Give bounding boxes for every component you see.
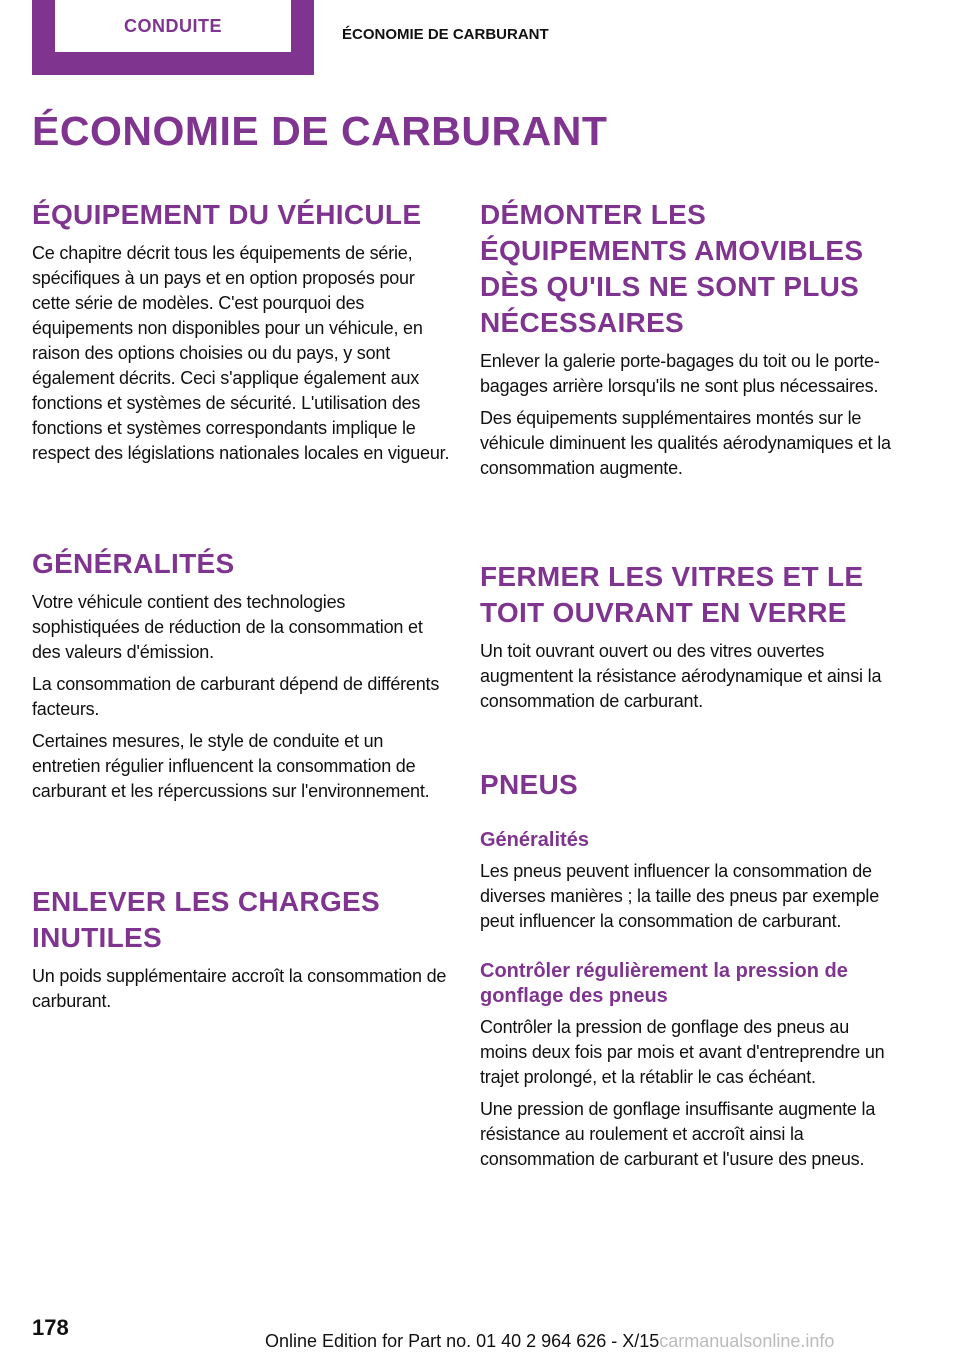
section-generalites: [32, 546, 452, 811]
section-heading: ENLEVER LES CHARGES INUTILES: [32, 886, 380, 953]
paragraph: Ce chapitre décrit tous les équipements de série, spécifiques à un pays et en option proposés pour cette série de modèles. C'est pourquoi des équipements non disponibles pour un véhicule, en raison des options choisies ou du pays, y sont également décrits. Ceci s'applique également aux fonctions et systèmes de sécurité. L'utilisation des fonctions et systèmes correspondants implique le respect des législations nationales locales en vigueur.: [32, 243, 450, 463]
paragraph: Un toit ouvrant ouvert ou des vitres ouvertes augmentent la résistance aérodynamique et ainsi la consommation de carburant.: [480, 641, 882, 711]
section-tab-label: CONDUITE: [55, 0, 291, 52]
page-title: ÉCONOMIE DE CARBURANT: [32, 108, 608, 154]
paragraph: La consommation de carburant dépend de différents facteurs.: [32, 674, 440, 719]
paragraph: Votre véhicule contient des technologies sophistiquées de réduction de la consommation et des valeurs d'émission.: [32, 592, 423, 662]
section-demonter: [480, 197, 900, 488]
section-tab: [32, 0, 314, 75]
paragraph: Enlever la galerie porte-bagages du toit ou le porte-bagages arrière lorsqu'ils ne sont plus nécessaires.: [480, 351, 880, 396]
section-equipement: [32, 197, 452, 473]
section-heading: GÉNÉRALITÉS: [32, 548, 235, 579]
paragraph: Un poids supplémentaire accroît la consommation de carburant.: [32, 966, 447, 1011]
breadcrumb: ÉCONOMIE DE CARBURANT: [342, 26, 549, 43]
paragraph: Certaines mesures, le style de conduite et un entretien régulier influencent la consommation de carburant et les répercussions sur l'environnement.: [32, 731, 430, 801]
page-number: 178: [32, 1315, 69, 1340]
paragraph: Une pression de gonflage insuffisante augmente la résistance au roulement et accroît ainsi la consommation de carburant et l'usure des pneus.: [480, 1099, 876, 1169]
section-heading: PNEUS: [480, 769, 578, 800]
subsection-heading: Contrôler régulièrement la pression de gonflage des pneus: [480, 960, 848, 1007]
section-pneus: [480, 767, 900, 1179]
paragraph: Les pneus peuvent influencer la consommation de diverses manières ; la taille des pneus par exemple peut influencer la consommation de carburant.: [480, 861, 880, 931]
subsection-heading: Généralités: [480, 829, 589, 851]
watermark: carmanualsonline.info: [659, 1331, 835, 1351]
section-heading: ÉQUIPEMENT DU VÉHICULE: [32, 199, 422, 230]
section-vitres: [480, 559, 900, 721]
paragraph: Contrôler la pression de gonflage des pneus au moins deux fois par mois et avant d'entreprendre un trajet prolongé, et la rétablir le cas échéant.: [480, 1017, 885, 1087]
section-heading: FERMER LES VITRES ET LE TOIT OUVRANT EN VERRE: [480, 561, 864, 628]
section-charges: [32, 884, 452, 1021]
section-heading: DÉMONTER LES ÉQUIPEMENTS AMOVIBLES DÈS QU'ILS NE SONT PLUS NÉCESSAIRES: [480, 199, 864, 338]
paragraph: Des équipements supplémentaires montés sur le véhicule diminuent les qualités aérodynamiques et la consommation augmente.: [480, 408, 891, 478]
edition-text: Online Edition for Part no. 01 40 2 964 626 - X/15: [265, 1331, 660, 1351]
footer-edition: [265, 1331, 834, 1352]
